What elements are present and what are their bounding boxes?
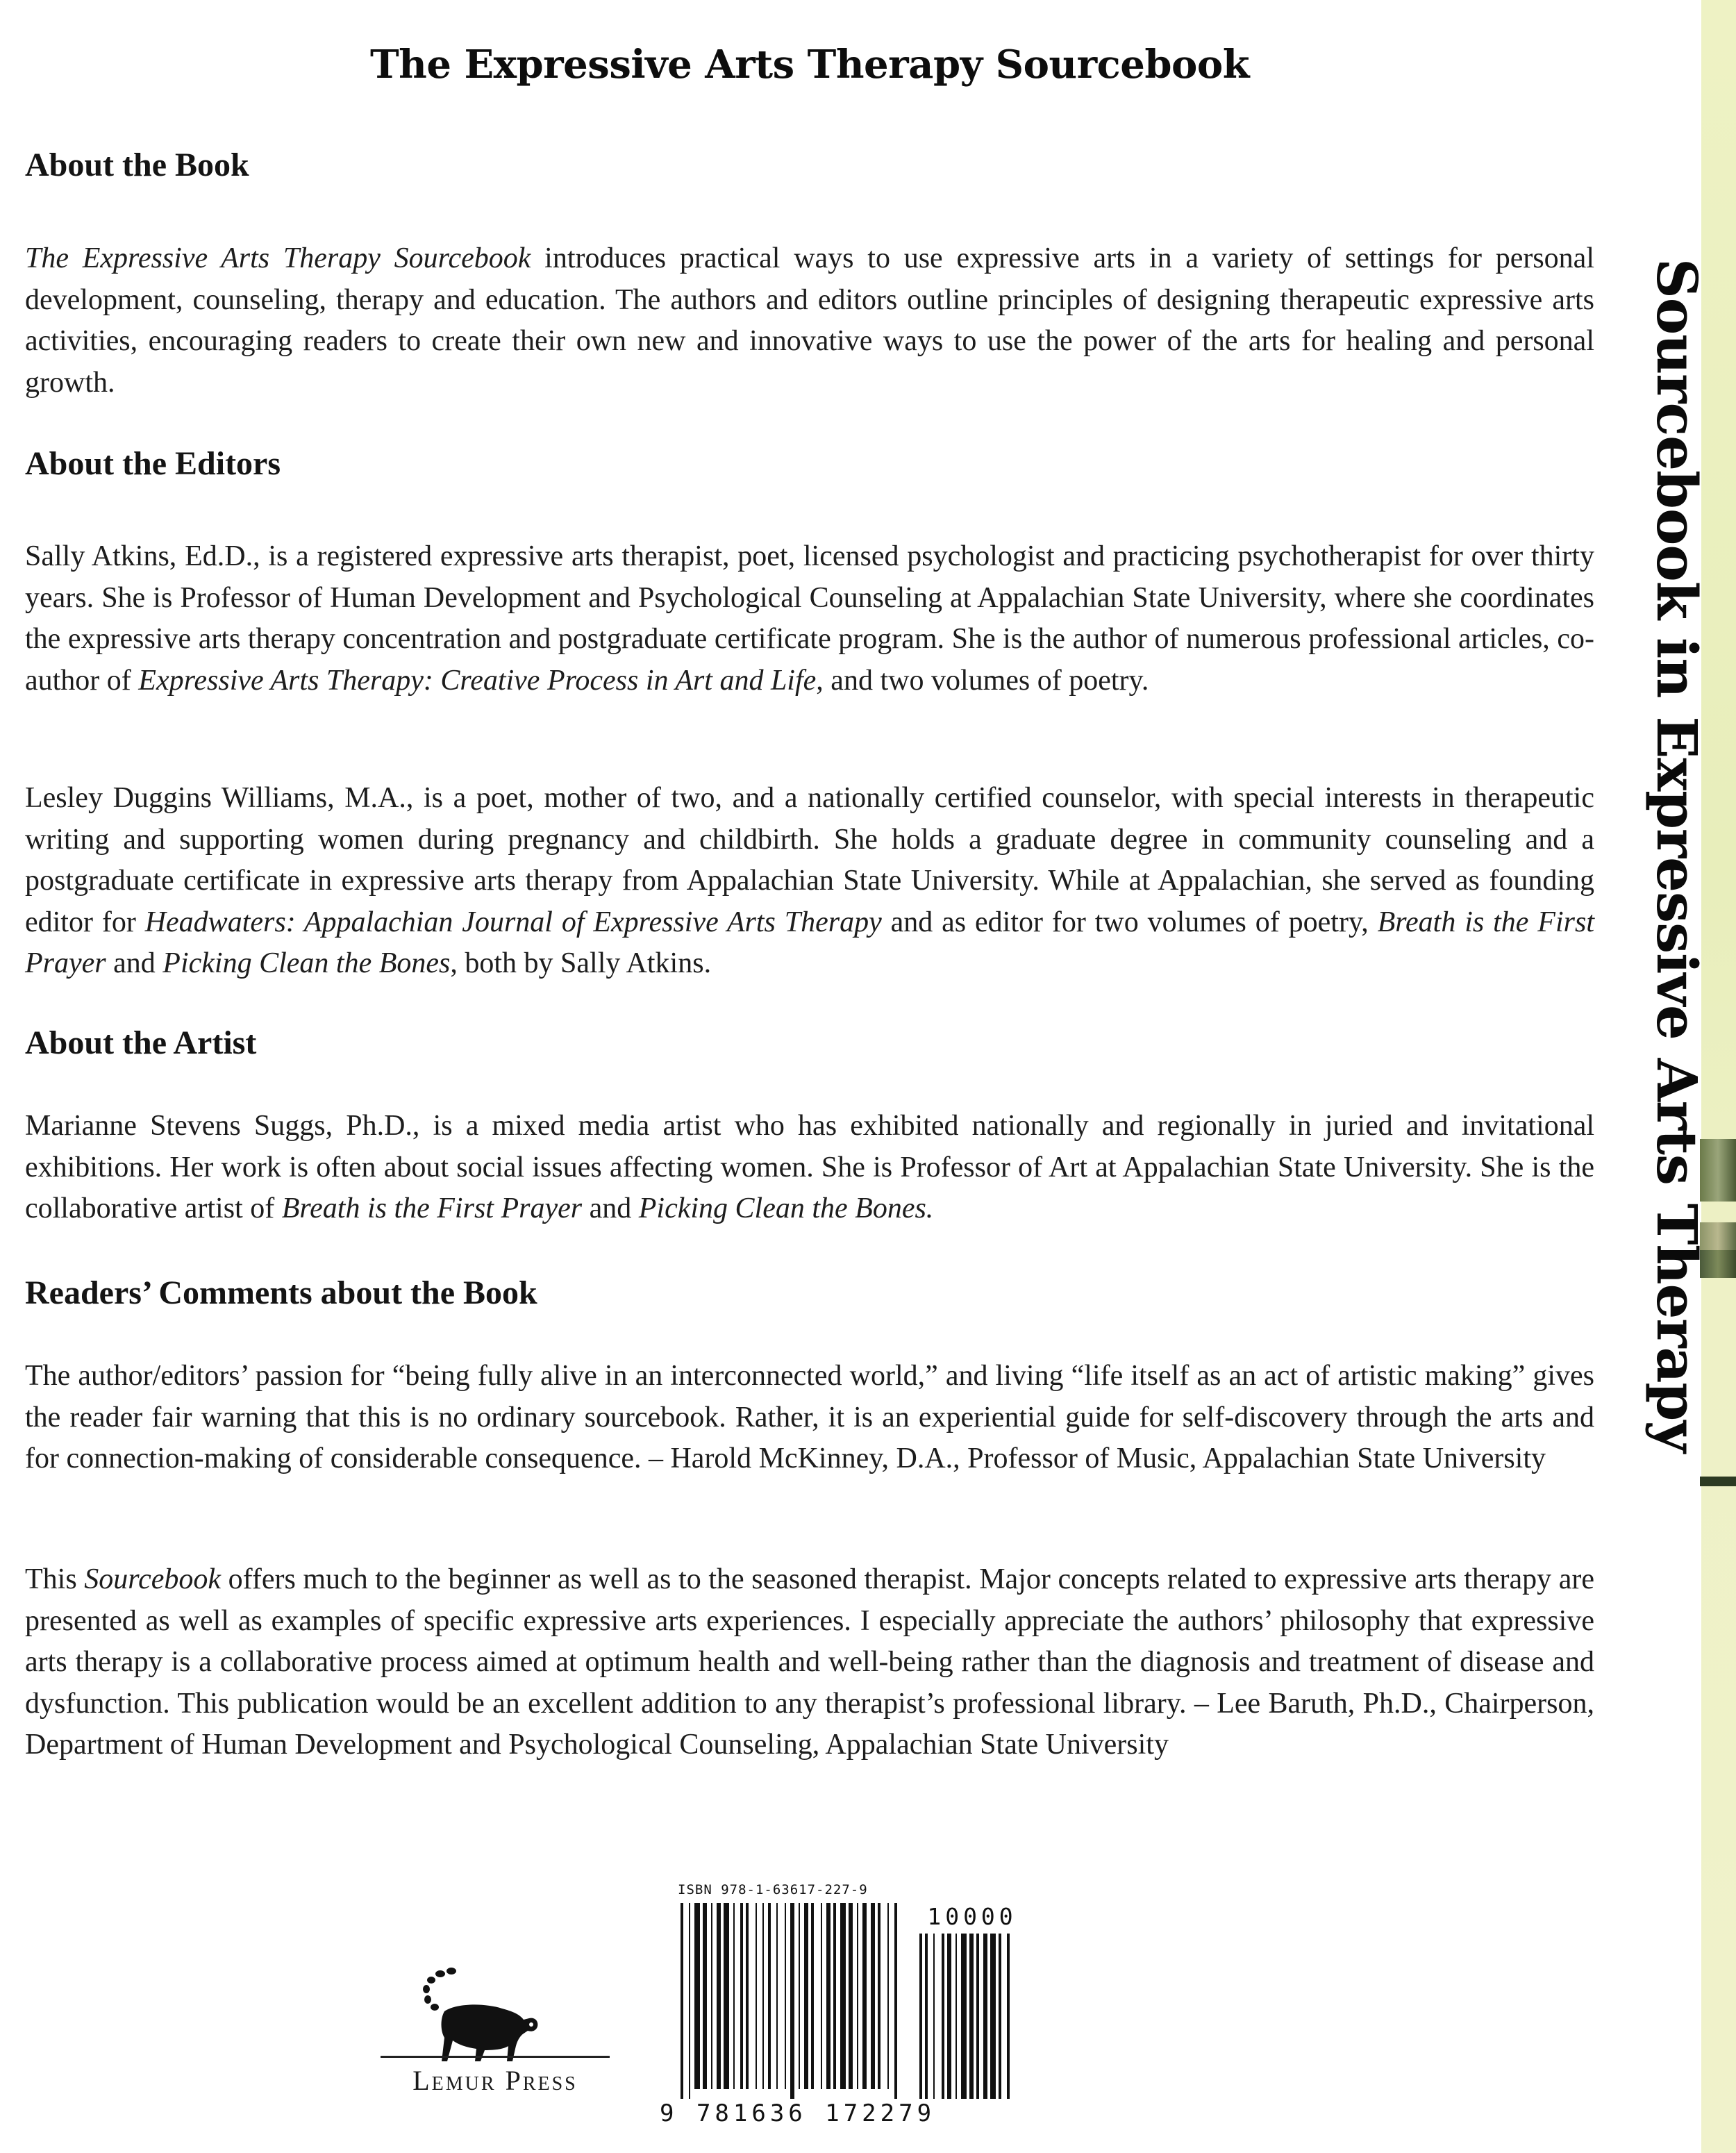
barcode-addon-bar: [961, 1934, 967, 2099]
atkins-bio-part2: , and two volumes of poetry.: [816, 664, 1149, 697]
barcode-bar: [756, 1903, 757, 2089]
spine-title: Sourcebook in Expressive Arts Therapy: [1644, 258, 1710, 1452]
artist-bio: [25, 1106, 1594, 1230]
barcode-price-code: 10000: [927, 1903, 1017, 1930]
barcode-bar: [790, 1903, 794, 2099]
publisher-name: Lemur Press: [412, 2065, 578, 2096]
williams-bio-part2: and as editor for two volumes of poetry,: [881, 906, 1378, 938]
artist-book2-title: Picking Clean the Bones.: [638, 1192, 934, 1224]
baruth-part2: offers much to the beginner as well as to the seasoned therapist. Major concepts related to expressive arts therapy are presented as well as examples of specific expressive arts experiences. I especially appreciate the authors’ philosophy that expressive arts therapy is a collaborative process aimed at optimum health and well-being rather than the diagnosis and treatment of disease and dysfunction. This publication would be an excellent addition to any therapist’s professional library. – Lee Baruth, Ph.D., Chairperson, Department of Human Development and Psychological Counseling, Appalachian State University: [25, 1563, 1595, 1761]
barcode-bar: [703, 1903, 707, 2089]
barcode-bar: [894, 1903, 897, 2099]
barcode-addon-bar: [925, 1934, 928, 2099]
comment-mckinney: The author/editors’ passion for “being fully alive in an interconnected world,” and living “life itself as an act of artistic making” gives the reader fair warning that this is no ordinary sourcebook. Rather, it is an experiential guide for self-discovery through the arts and for connection-making of considerable consequence. – Harold McKinney, D.A., Professor of Music, Appalachian State University: [25, 1360, 1594, 1474]
isbn-label: ISBN 978-1-63617-227-9: [678, 1882, 868, 1897]
barcode-addon-bar: [983, 1934, 987, 2099]
heading-about-book: About the Book: [25, 147, 249, 183]
barcode-bar: [857, 1903, 858, 2089]
barcode-bar: [746, 1903, 749, 2089]
barcode-addon-bar: [990, 1934, 996, 2099]
barcode-bar: [811, 1903, 814, 2089]
barcode-bar: [694, 1903, 700, 2089]
barcode-bar: [724, 1903, 729, 2089]
artist-book1-title: Breath is the First Prayer: [281, 1192, 583, 1224]
barcode-bar: [833, 1903, 836, 2089]
about-book-title-italic: The Expressive Arts Therapy Sourcebook: [25, 242, 531, 274]
barcode-bar: [785, 1903, 786, 2089]
barcode-addon-bar: [1007, 1934, 1010, 2099]
barcode-bar: [776, 1903, 778, 2089]
barcode-bar: [821, 1903, 822, 2089]
barcode-bar: [826, 1903, 831, 2089]
barcode-addon-bar: [933, 1934, 935, 2099]
barcode-bar: [762, 1903, 764, 2089]
barcode-bar: [711, 1903, 712, 2089]
williams-book1-title: Breath is the First Prayer: [25, 906, 1594, 979]
barcode-bar: [849, 1903, 853, 2089]
about-book-body: introduces practical ways to use expressive arts in a variety of settings for personal development, counseling, therapy and education. The authors and editors outline principles of designing therapeutic expressive arts activities, encouraging readers to create their own new and innovative ways to use the power of the arts for healing and personal growth.: [25, 242, 1594, 399]
heading-about-artist: About the Artist: [25, 1024, 257, 1061]
atkins-bio-part1: Sally Atkins, Ed.D., is a registered expressive arts therapist, poet, licensed psychologist and practicing psychotherapist for over thirty years. She is Professor of Human Development and Psychological Counseling at Appalachian State University, where she coordinates the expressive arts therapy concentration and postgraduate certificate program. She is the author of numerous professional articles, co-author of: [25, 540, 1594, 697]
editor-williams-bio: [25, 778, 1594, 985]
logo-divider: [381, 2056, 610, 2058]
barcode-bar: [862, 1903, 867, 2089]
barcode-bar: [733, 1903, 735, 2089]
williams-bio-part3: and: [106, 947, 163, 979]
about-book-text: [25, 238, 1594, 404]
lemur-icon: [381, 1945, 610, 2139]
heading-about-editors: About the Editors: [25, 445, 281, 482]
baruth-part1: This: [25, 1563, 85, 1595]
barcode-addon-bar: [919, 1934, 922, 2099]
barcode-addon-bar: [969, 1934, 974, 2099]
book-title: The Expressive Arts Therapy Sourcebook: [369, 42, 1250, 88]
williams-journal-title: Headwaters: Appalachian Journal of Expressive Arts Therapy: [144, 906, 882, 938]
isbn-barcode: [678, 1903, 1025, 2104]
baruth-italic: Sourcebook: [84, 1563, 221, 1595]
barcode-bar: [768, 1903, 771, 2089]
barcode-addon-bar: [942, 1934, 944, 2099]
barcode-bar: [878, 1903, 880, 2089]
barcode-bar: [799, 1903, 800, 2089]
barcode-bar: [740, 1903, 743, 2089]
barcode-bar: [681, 1903, 683, 2099]
barcode-bar: [871, 1903, 875, 2089]
artist-bio-part1: Marianne Stevens Suggs, Ph.D., is a mixed media artist who has exhibited nationally and regionally in juried and invitational exhibitions. Her work is often about social issues affecting women. She is Professor of Art at Appalachian State University. She is the collaborative artist of: [25, 1110, 1594, 1224]
williams-bio-part4: , both by Sally Atkins.: [450, 947, 712, 979]
barcode-bar: [840, 1903, 846, 2089]
atkins-book-title: Expressive Arts Therapy: Creative Process in Art and Life: [138, 664, 817, 697]
editor-atkins-bio: [25, 536, 1594, 701]
williams-bio-part1: Lesley Duggins Williams, M.A., is a poet, mother of two, and a nationally certified counselor, with special interests in therapeutic writing and supporting women during pregnancy and childbirth. She holds a graduate degree in community counseling and a postgraduate certificate in expressive arts therapy from Appalachian State University. While at Appalachian, she served as founding editor for: [25, 782, 1594, 938]
barcode-addon-bar: [947, 1934, 951, 2099]
barcode-number: 9 781636 172279: [660, 2100, 936, 2127]
barcode-addon-bar: [999, 1934, 1001, 2099]
heading-readers-comments: Readers’ Comments about the Book: [25, 1274, 537, 1311]
artist-bio-part2: and: [582, 1192, 639, 1224]
barcode-bar: [887, 1903, 889, 2089]
barcode-bar: [717, 1903, 721, 2089]
barcode-addon-bar: [976, 1934, 979, 2099]
barcode-addon-bar: [955, 1934, 957, 2099]
williams-book2-title: Picking Clean the Bones: [162, 947, 451, 979]
comment-baruth: [25, 1559, 1594, 1766]
barcode-bar: [804, 1903, 808, 2089]
barcode-bar: [689, 1903, 690, 2099]
